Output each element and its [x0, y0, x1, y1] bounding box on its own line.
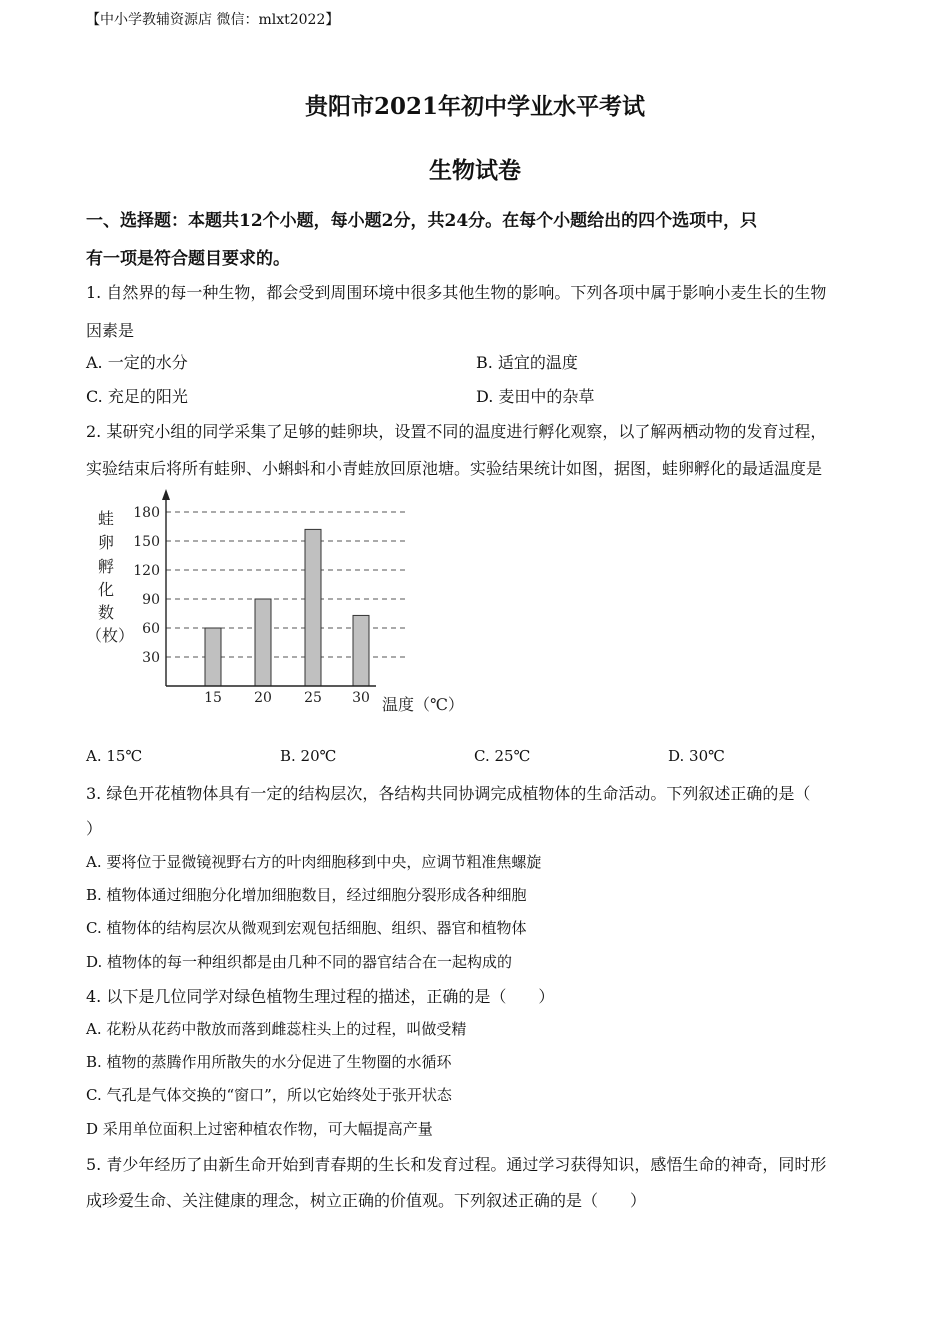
x-tick-label: 15 — [204, 690, 222, 706]
y-axis-label-char: 数 — [97, 603, 115, 622]
q2-option-b: B. 20℃ — [280, 747, 337, 765]
x-tick-labels — [204, 690, 370, 706]
q4-option-a: A. 花粉从花药中散放而落到雌蕊柱头上的过程，叫做受精 — [86, 1020, 467, 1038]
x-tick-label: 30 — [352, 690, 370, 706]
y-axis-label-char: 孵 — [97, 557, 115, 576]
q1-stem-line2: 因素是 — [86, 321, 135, 340]
section-heading-line2: 有一项是符合题目要求的。 — [86, 249, 290, 269]
hatching-bar-chart — [86, 484, 486, 724]
y-axis-label-char: 卵 — [97, 533, 115, 552]
y-tick-label: 120 — [133, 563, 160, 579]
q2-stem-line2: 实验结束后将所有蛙卵、小蝌蚪和小青蛙放回原池塘。实验结果统计如图，据图，蛙卵孵化的最适温度是 — [86, 459, 823, 478]
y-tick-labels — [133, 505, 160, 666]
x-tick-label: 20 — [254, 690, 272, 706]
x-axis-label: 温度（℃） — [382, 695, 464, 714]
q5-stem-line2: 成珍爱生命、关注健康的理念，树立正确的价值观。下列叙述正确的是（ ） — [86, 1191, 647, 1210]
section-heading-line1: 一、选择题：本题共12个小题，每小题2分，共24分。在每个小题给出的四个选项中，只 — [86, 211, 758, 231]
x-tick-label: 25 — [304, 690, 322, 706]
q1-option-a: A. 一定的水分 — [86, 353, 188, 372]
q3-option-c: C. 植物体的结构层次从微观到宏观包括细胞、组织、器官和植物体 — [86, 919, 527, 937]
y-tick-label: 30 — [142, 650, 160, 666]
bar — [205, 628, 221, 686]
y-axis-label-char: （枚） — [86, 626, 135, 645]
q3-option-b: B. 植物体通过细胞分化增加细胞数目，经过细胞分裂形成各种细胞 — [86, 886, 527, 904]
q4-option-d: D 采用单位面积上过密种植农作物，可大幅提高产量 — [86, 1120, 433, 1138]
q5-stem-line1: 5. 青少年经历了由新生命开始到青春期的生长和发育过程。通过学习获得知识，感悟生命的神奇，同时形 — [86, 1155, 827, 1174]
y-tick-label: 150 — [133, 534, 160, 550]
y-axis-label-char: 化 — [97, 580, 115, 599]
q3-stem-line2: ） — [86, 819, 103, 838]
q2-option-d: D. 30℃ — [668, 747, 725, 765]
q1-stem-line1: 1. 自然界的每一种生物，都会受到周围环境中很多其他生物的影响。下列各项中属于影响小麦生长的生物 — [86, 283, 827, 302]
y-tick-label: 60 — [142, 621, 160, 637]
q4-stem: 4. 以下是几位同学对绿色植物生理过程的描述，正确的是（ ） — [86, 987, 555, 1006]
q4-option-b: B. 植物的蒸腾作用所散失的水分促进了生物圈的水循环 — [86, 1053, 452, 1071]
exam-subtitle: 生物试卷 — [429, 157, 521, 184]
q3-stem-line1: 3. 绿色开花植物体具有一定的结构层次，各结构共同协调完成植物体的生命活动。下列叙述正确的是（ — [86, 784, 811, 803]
q2-option-a: A. 15℃ — [86, 747, 143, 765]
q4-option-c: C. 气孔是气体交换的“窗口”，所以它始终处于张开状态 — [86, 1086, 452, 1104]
bar — [305, 529, 321, 686]
bars — [205, 529, 369, 686]
header-note: 【中小学教辅资源店 微信：mlxt2022】 — [86, 12, 340, 28]
q1-option-b: B. 适宜的温度 — [476, 353, 578, 372]
q1-option-c: C. 充足的阳光 — [86, 387, 188, 406]
exam-title: 贵阳市2021年初中学业水平考试 — [304, 93, 645, 120]
q2-option-c: C. 25℃ — [474, 747, 531, 765]
gridlines — [166, 512, 408, 657]
q3-option-d: D. 植物体的每一种组织都是由几种不同的器官结合在一起构成的 — [86, 953, 513, 971]
y-tick-label: 180 — [133, 505, 160, 521]
y-axis-label-char: 蛙 — [97, 509, 115, 528]
q1-option-d: D. 麦田中的杂草 — [476, 387, 595, 406]
q2-stem-line1: 2. 某研究小组的同学采集了足够的蛙卵块，设置不同的温度进行孵化观察，以了解两栖动物的发育过程， — [86, 422, 827, 441]
q3-option-a: A. 要将位于显微镜视野右方的叶肉细胞移到中央，应调节粗准焦螺旋 — [86, 853, 542, 871]
y-axis-arrow-icon — [162, 489, 170, 500]
y-tick-label: 90 — [142, 592, 160, 608]
bar — [255, 599, 271, 686]
bar — [353, 615, 369, 686]
y-axis-label — [86, 509, 134, 645]
